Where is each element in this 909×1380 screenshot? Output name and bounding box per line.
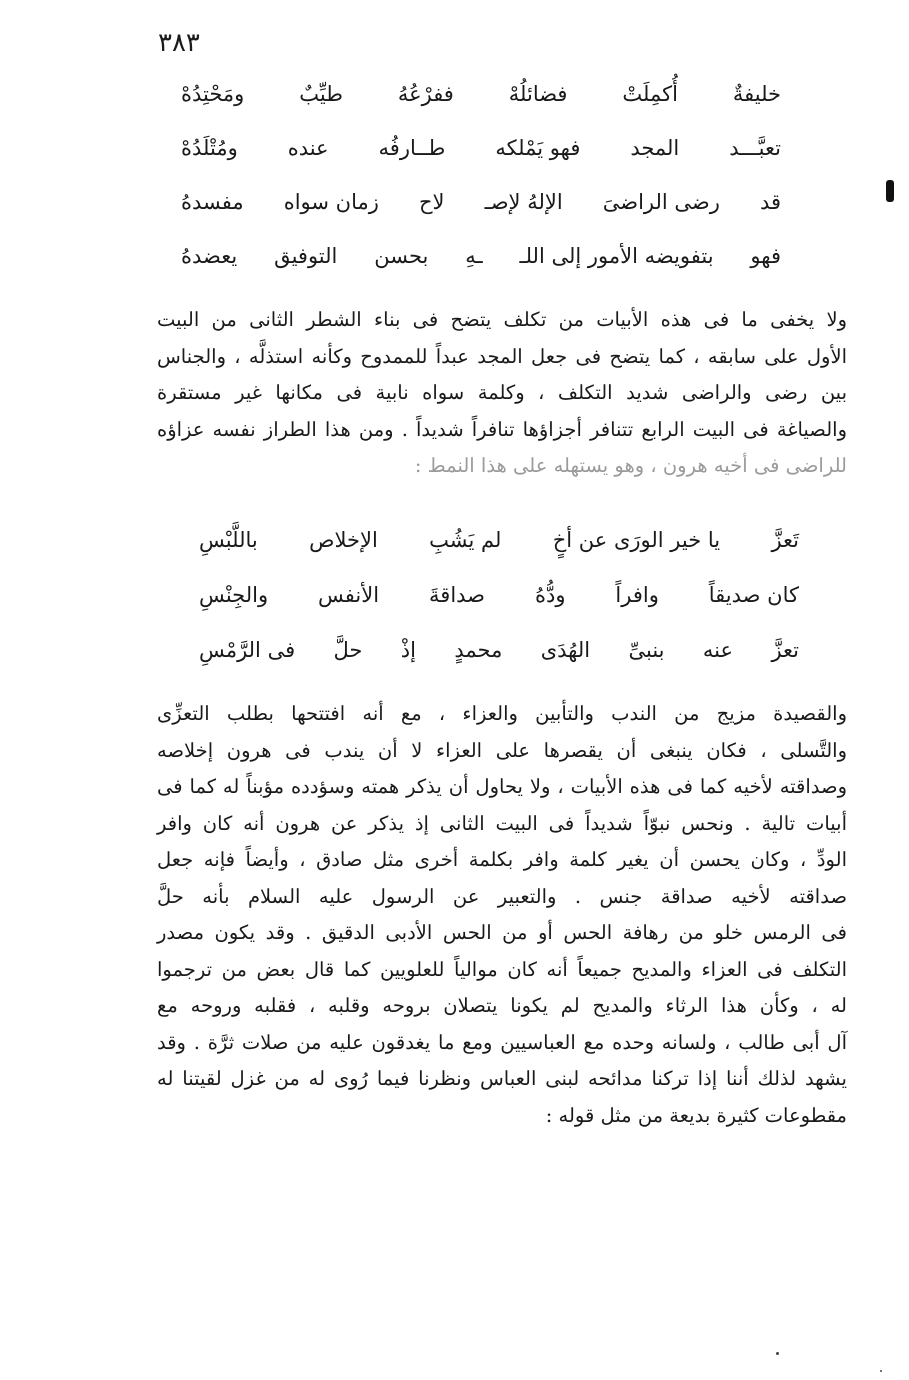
verse-word: لم يَشُبِ	[429, 528, 502, 552]
verse-word: الإلهُ لإصـ	[484, 190, 563, 214]
paragraph-one	[157, 302, 847, 485]
verse-word: قد	[759, 190, 781, 214]
text-line: الودِّ ، وكان يحسن أن يغير كلمة وافر بكلمة أخرى مثل صادق ، وأيضاً فإنه جعل	[157, 848, 847, 871]
scan-speck	[776, 1352, 779, 1355]
text-line: والتَّسلى ، فكان ينبغى أن يقصرها على العزاء لا أن يندب فى هرون إخلاصه	[157, 738, 847, 762]
text-line: الأول على سابقه ، كما يتضح فى جعل المجد عبداً للممدوح وكأنه استذلَّه ، والجناس	[157, 344, 847, 368]
verse-word: خليفةٌ	[732, 82, 781, 106]
verse-line	[199, 583, 799, 638]
verse-word: وافراً	[615, 583, 659, 607]
verse-word: الإخلاص	[309, 528, 378, 552]
verse-word: محمدٍ	[454, 638, 503, 662]
verse-word: طيِّبٌ	[299, 82, 343, 106]
verse-word: باللَّبْسِ	[199, 528, 258, 552]
text-line: آل أبى طالب ، ولسانه وحده مع العباسيين ومع ما يغدقون عليه من صلات ثرَّة . وقد	[157, 1030, 847, 1054]
verse-word: رضى الراضىَ	[602, 190, 720, 214]
verse-word: بتفويضه الأمور إلى اللـ	[519, 244, 714, 268]
verse-word: تعبَّـــد	[729, 136, 781, 160]
verse-word: يا خير الورَى عن أخٍ	[552, 528, 721, 552]
verse-word: ومَحْتِدُهْ	[181, 82, 245, 106]
verse-word: زمان سواه	[283, 190, 379, 214]
verse-word: بنبىِّ	[628, 638, 665, 662]
text-line: يشهد لذلك أننا إذا تركنا مدائحه لبنى العباس ونظرنا فيما رُوى له من غزل لقيتنا له	[157, 1067, 847, 1090]
verse-word: ففرْعُهُ	[397, 82, 454, 106]
verse-word: والجِنْسِ	[199, 583, 269, 607]
verse-word: حلَّ	[333, 638, 363, 662]
verse-word: بحسن	[374, 244, 429, 268]
verse-word: صداقةَ	[429, 583, 486, 607]
verse-word: فهو	[750, 244, 781, 268]
verse-word: تَعزَّ	[771, 528, 799, 552]
verse-word: ودُّهُ	[534, 583, 566, 607]
paragraph-two	[157, 696, 847, 1134]
text-line: بين رضى والراضى شديد التكلف ، وكلمة سواه نابية فى مكانها غير مستقرة	[157, 381, 847, 404]
verse-line	[199, 638, 799, 693]
text-line: أبيات تالية . ونحس نبوّاً شديداً فى البيت الثانى إذ يذكر عن هرون أنه كان وافر	[157, 811, 847, 835]
verse-word: ـهِ	[465, 244, 483, 268]
text-line: والصياغة فى البيت الرابع تتنافر أجزاؤها تنافراً شديداً . ومن هذا الطراز نفسه عزاؤه	[157, 417, 847, 441]
verse-word: الأنفس	[318, 583, 380, 607]
verse-word: ومُتْلَدُهْ	[181, 136, 238, 160]
verse-line	[181, 244, 781, 298]
verse-word: أُكمِلَتْ	[622, 82, 678, 106]
verse-word: الهُدَى	[540, 638, 591, 662]
verse-line	[181, 136, 781, 190]
verse-word: فهو يَمْلكه	[495, 136, 581, 160]
text-line: له ، وكأن هذا الرثاء والمديح لم يكونا يتصلان بروحه وقلبه ، فقلبه وروحه مع	[157, 994, 847, 1017]
text-line: للراضى فى أخيه هرون ، وهو يستهله على هذا النمط :	[414, 454, 847, 477]
verse-word: عنه	[702, 638, 734, 662]
verse-word: طــارفُه	[378, 136, 446, 160]
text-line: والقصيدة مزيج من الندب والتأبين والعزاء ، مع أنه افتتحها بطلب التعزِّى	[157, 702, 847, 725]
page-number: ٣٨٣	[158, 28, 200, 58]
scan-speck	[880, 1370, 882, 1372]
verse-word: كان صديقاً	[708, 583, 799, 607]
verse-word: مفسدهُ	[181, 190, 244, 214]
verse-line	[181, 190, 781, 244]
verse-word: المجد	[630, 136, 680, 160]
verse-word: إذْ	[400, 638, 416, 662]
verse-word: فضائلُهْ	[508, 82, 568, 106]
verse-word: تعزَّ	[771, 638, 799, 662]
verse-line	[199, 528, 799, 583]
verse-word: يعضدهُ	[181, 244, 238, 268]
verse-block-bottom	[199, 528, 799, 693]
text-line: ولا يخفى ما فى هذه الأبيات من تكلف يتضح فى بناء الشطر الثانى من البيت	[157, 308, 847, 331]
text-line: وصداقته لأخيه كما فى هذه الأبيات ، ولا يحاول أن يذكر همته وسؤدده مؤبناً له كما فى	[157, 775, 847, 798]
verse-line	[181, 82, 781, 136]
verse-word: لاح	[418, 190, 445, 214]
text-line: فى الرمس خلو من رهافة الحس أو من الحس الأدبى الدقيق . وقد يكون مصدر	[157, 921, 847, 944]
text-line: التكلف فى العزاء والمديح جميعاً أنه كان موالياً للعلويين كما قال بعض من ترجموا	[157, 957, 847, 981]
verse-word: عنده	[287, 136, 329, 160]
verse-word: فى الرَّمْسِ	[199, 638, 296, 662]
margin-mark	[886, 180, 894, 202]
verse-block-top	[181, 82, 781, 298]
text-line: صداقته لأخيه صداقة جنس . والتعبير عن الرسول عليه السلام بأنه حلَّ	[157, 884, 847, 908]
verse-word: التوفيق	[274, 244, 338, 268]
text-line: مقطوعات كثيرة بديعة من مثل قوله :	[545, 1103, 847, 1127]
